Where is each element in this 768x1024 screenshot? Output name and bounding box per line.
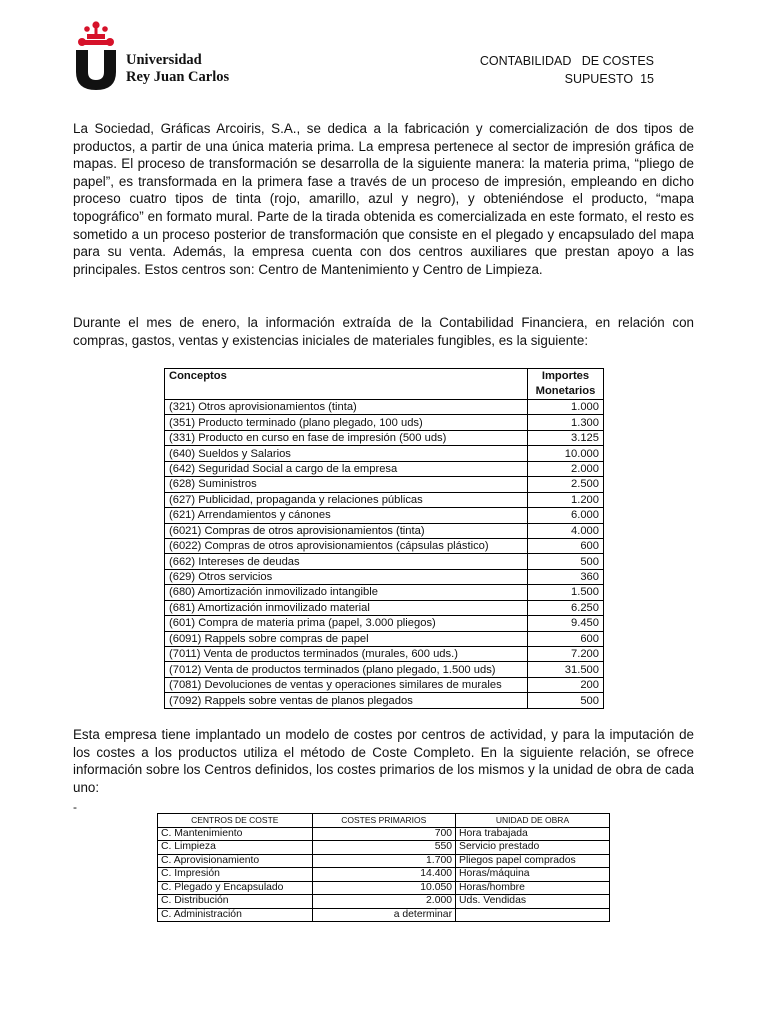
- concept-cell: (628) Suministros: [165, 477, 528, 492]
- table-row: [165, 430, 604, 445]
- table-row: [165, 616, 604, 631]
- concept-cell: (629) Otros servicios: [165, 569, 528, 584]
- table-row: [165, 585, 604, 600]
- concept-cell: (6022) Compras de otros aprovisionamientos (cápsulas plástico): [165, 538, 528, 553]
- cost-center-cell: C. Limpieza: [158, 841, 313, 855]
- primary-cost-cell: 14.400: [312, 868, 456, 882]
- primary-cost-cell: 1.700: [312, 854, 456, 868]
- table-row: [165, 600, 604, 615]
- table-row: [165, 677, 604, 692]
- work-unit-cell: [456, 908, 610, 922]
- concept-cell: (7011) Venta de productos terminados (murales, 600 uds.): [165, 647, 528, 662]
- logo-dot-left: [78, 38, 86, 46]
- concept-cell: (7012) Venta de productos terminados (plano plegado, 1.500 uds): [165, 662, 528, 677]
- work-unit-cell: Uds. Vendidas: [456, 895, 610, 909]
- amount-cell: 2.000: [528, 461, 604, 476]
- intro-paragraph: La Sociedad, Gráficas Arcoiris, S.A., se dedica a la fabricación y comercialización de dos tipos de productos, a partir de una única materia prima. La empresa pertenece al sector de impresión gráfica de mapas. El proceso de transformación se desarrolla de la siguiente manera: la materia prima, “pliego de papel”, es transformada en la primera fase a través de un proceso de impresión, empleando en dicho proceso cuatro tipos de tinta (rojo, amarillo, azul y negro), y obteniéndose el producto, “mapa topográfico” en formato mural. Parte de la tirada obtenida es comercializada en este formato, el resto es sometido a un proceso posterior de transformación que consiste en el plegado y encapsulado del mapa para su venta. Además, la empresa cuenta con dos centros auxiliares que prestan apoyo a las principales. Estos centros son: Centro de Mantenimiento y Centro de Limpieza.: [73, 121, 694, 277]
- cost-center-cell: C. Distribución: [158, 895, 313, 909]
- amount-cell: 6.250: [528, 600, 604, 615]
- amount-cell: 2.500: [528, 477, 604, 492]
- table-row: [165, 631, 604, 646]
- table-row: [158, 881, 610, 895]
- amount-cell: 10.000: [528, 446, 604, 461]
- financial-info-paragraph: Durante el mes de enero, la información extraída de la Contabilidad Financiera, en relación con compras, gastos, ventas y existencias iniciales de materiales fungibles, es la siguiente:: [73, 315, 694, 348]
- primary-cost-cell: a determinar: [312, 908, 456, 922]
- university-name: [126, 52, 229, 86]
- table-header-row: [165, 369, 604, 400]
- work-unit-cell: Horas/hombre: [456, 881, 610, 895]
- amount-cell: 600: [528, 631, 604, 646]
- amount-cell: 1.200: [528, 492, 604, 507]
- cost-centers-table: [157, 813, 610, 922]
- concept-cell: (640) Sueldos y Salarios: [165, 446, 528, 461]
- header-work-unit: UNIDAD DE OBRA: [456, 814, 610, 828]
- table-row: [165, 492, 604, 507]
- header-primary-costs: COSTES PRIMARIOS: [312, 814, 456, 828]
- work-unit-cell: Pliegos papel comprados: [456, 854, 610, 868]
- dash-marker: -: [73, 800, 77, 814]
- header-concepts: Conceptos: [165, 369, 528, 400]
- exercise-title: SUPUESTO 15: [564, 72, 654, 86]
- university-line2: Rey Juan Carlos: [126, 69, 230, 85]
- logo-u-letter: [76, 50, 116, 90]
- amount-cell: 200: [528, 677, 604, 692]
- amount-cell: 360: [528, 569, 604, 584]
- table-row: [165, 554, 604, 569]
- amount-cell: 4.000: [528, 523, 604, 538]
- amount-cell: 1.000: [528, 400, 604, 415]
- table-row: [165, 415, 604, 430]
- concept-cell: (331) Producto en curso en fase de impresión (500 uds): [165, 430, 528, 445]
- concept-cell: (6021) Compras de otros aprovisionamientos (tinta): [165, 523, 528, 538]
- amount-cell: 1.500: [528, 585, 604, 600]
- work-unit-cell: Hora trabajada: [456, 827, 610, 841]
- table-row: [165, 446, 604, 461]
- cost-model-paragraph: Esta empresa tiene implantado un modelo de costes por centros de actividad, y para la imputación de los costes a los productos utiliza el método de Coste Completo. En la siguiente relación, se ofrece información sobre los Centros definidos, los costes primarios de los mismos y la unidad de obra de cada uno:: [73, 727, 694, 795]
- amount-cell: 3.125: [528, 430, 604, 445]
- concepts-table-body: [165, 400, 604, 709]
- table-row: [158, 868, 610, 882]
- concepts-table: [164, 368, 604, 709]
- table-row: [158, 854, 610, 868]
- table-row: [165, 538, 604, 553]
- table-row: [158, 908, 610, 922]
- table-row: [165, 477, 604, 492]
- work-unit-cell: Horas/máquina: [456, 868, 610, 882]
- table-row: [165, 693, 604, 708]
- concept-cell: (621) Arrendamientos y cánones: [165, 508, 528, 523]
- table-row: [158, 895, 610, 909]
- header-cost-centers: CENTROS DE COSTE: [158, 814, 313, 828]
- cost-centers-table-body: [158, 827, 610, 922]
- cost-center-cell: C. Impresión: [158, 868, 313, 882]
- cost-center-cell: C. Administración: [158, 908, 313, 922]
- amount-cell: 6.000: [528, 508, 604, 523]
- cost-center-cell: C. Aprovisionamiento: [158, 854, 313, 868]
- concept-cell: (680) Amortización inmovilizado intangible: [165, 585, 528, 600]
- primary-cost-cell: 550: [312, 841, 456, 855]
- concept-cell: (627) Publicidad, propaganda y relaciones públicas: [165, 492, 528, 507]
- crown-icon: [84, 21, 108, 45]
- table-header-row: [158, 814, 610, 828]
- table-row: [158, 827, 610, 841]
- table-row: [165, 461, 604, 476]
- amount-cell: 7.200: [528, 647, 604, 662]
- concept-cell: (7081) Devoluciones de ventas y operaciones similares de murales: [165, 677, 528, 692]
- table-row: [165, 569, 604, 584]
- amount-cell: 500: [528, 554, 604, 569]
- amount-cell: 600: [528, 538, 604, 553]
- table-row: [165, 508, 604, 523]
- amount-cell: 9.450: [528, 616, 604, 631]
- university-line1: Universidad: [126, 52, 202, 68]
- cost-center-cell: C. Plegado y Encapsulado: [158, 881, 313, 895]
- work-unit-cell: Servicio prestado: [456, 841, 610, 855]
- header-right: [480, 52, 654, 88]
- table-row: [165, 647, 604, 662]
- concept-cell: (321) Otros aprovisionamientos (tinta): [165, 400, 528, 415]
- concept-cell: (6091) Rappels sobre compras de papel: [165, 631, 528, 646]
- amount-cell: 31.500: [528, 662, 604, 677]
- cost-center-cell: C. Mantenimiento: [158, 827, 313, 841]
- header-amounts: Importes Monetarios: [528, 369, 604, 400]
- concept-cell: (601) Compra de materia prima (papel, 3.000 pliegos): [165, 616, 528, 631]
- concept-cell: (642) Seguridad Social a cargo de la empresa: [165, 461, 528, 476]
- course-title: CONTABILIDAD DE COSTES: [479, 54, 654, 68]
- concept-cell: (7092) Rappels sobre ventas de planos plegados: [165, 693, 528, 708]
- concept-cell: (351) Producto terminado (plano plegado, 100 uds): [165, 415, 528, 430]
- amount-cell: 500: [528, 693, 604, 708]
- university-logo: [74, 18, 118, 90]
- table-row: [165, 662, 604, 677]
- primary-cost-cell: 700: [312, 827, 456, 841]
- concept-cell: (662) Intereses de deudas: [165, 554, 528, 569]
- table-row: [165, 523, 604, 538]
- concept-cell: (681) Amortización inmovilizado material: [165, 600, 528, 615]
- logo-dot-right: [106, 38, 114, 46]
- primary-cost-cell: 2.000: [312, 895, 456, 909]
- amount-cell: 1.300: [528, 415, 604, 430]
- table-row: [165, 400, 604, 415]
- primary-cost-cell: 10.050: [312, 881, 456, 895]
- table-row: [158, 841, 610, 855]
